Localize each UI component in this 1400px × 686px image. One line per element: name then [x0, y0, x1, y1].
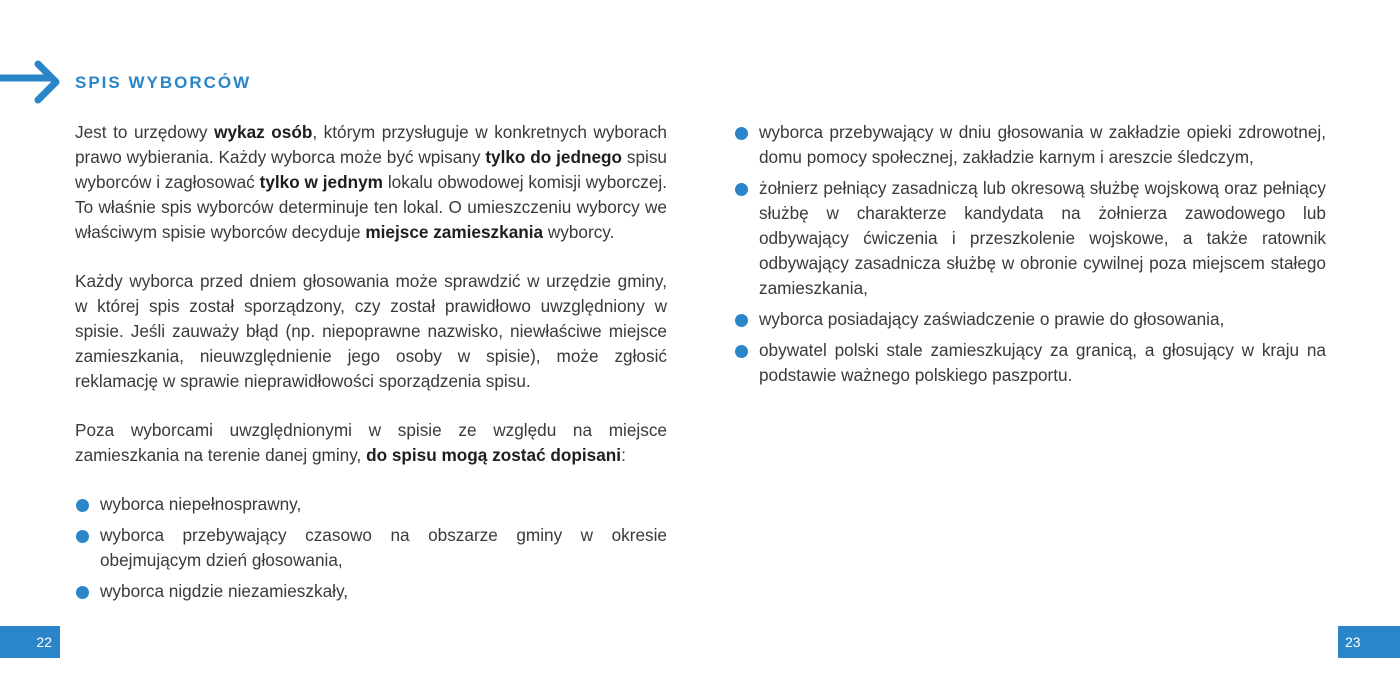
text-run: lokalu obwodowej komisji wyborczej. To właśnie spis wyborców determinuje ten lokal. O umieszczeniu wyborcy we właściwym spisie wyborców decyduje: [75, 172, 667, 242]
bullet-dot-icon: [76, 530, 89, 543]
list-item-text: obywatel polski stale zamieszkujący za granicą, a głosujący w kraju na podstawie ważnego polskiego paszportu.: [759, 340, 1326, 385]
list-item-text: żołnierz pełniący zasadniczą lub okresową służbę wojskową oraz pełniący służbę w charakterze kandydata na żołnierza zawodowego lub odbywający ćwiczenia i przeszkolenie wojskowe, a także ratownik odbywający zasadnicza służbę w obronie cywilnej poza miejscem stałego zamieszkania,: [759, 178, 1326, 298]
list-item: [734, 176, 1326, 301]
list-item: [75, 523, 667, 573]
list-item: [734, 338, 1326, 388]
list-item-text: wyborca przebywający czasowo na obszarze gminy w okresie obejmującym dzień głosowania,: [100, 525, 667, 570]
page-number-left: [0, 626, 60, 658]
list-item: [734, 307, 1326, 332]
list-item: [75, 579, 667, 604]
left-column: [75, 120, 667, 610]
bullet-dot-icon: [76, 499, 89, 512]
bold-text: do spisu mogą zostać dopisani: [366, 445, 622, 465]
text-run: Jest to urzędowy: [75, 122, 215, 142]
bold-text: tylko do jednego: [485, 147, 623, 167]
text-run: :: [621, 445, 626, 465]
bullet-dot-icon: [735, 345, 748, 358]
paragraph: [75, 269, 667, 394]
list-item-text: wyborca przebywający w dniu głosowania w zakładzie opieki zdrowotnej, domu pomocy społecznej, zakładzie karnym i areszcie śledczym,: [759, 122, 1326, 167]
bullet-dot-icon: [735, 127, 748, 140]
list-item: [75, 492, 667, 517]
arrow-right-icon: [0, 58, 68, 106]
paragraph: [75, 120, 667, 245]
list-item-text: wyborca nigdzie niezamieszkały,: [100, 581, 349, 601]
text-run: wyborcy.: [543, 222, 615, 242]
bold-text: wykaz osób: [214, 122, 313, 142]
right-column: [734, 120, 1326, 394]
bullet-dot-icon: [735, 183, 748, 196]
list-item: [734, 120, 1326, 170]
section-title: SPIS WYBORCÓW: [75, 73, 252, 92]
text-run: spisu wyborców i zagłosować: [75, 147, 667, 192]
text-run: Każdy wyborca przed dniem głosowania może sprawdzić w urzędzie gminy, w której spis został sporządzony, czy został prawidłowo uwzględniony w spisie. Jeśli zauważy błąd (np. niepoprawne nazwisko, niewłaściwe miejsce zamieszkania, nieuwzględnienie jego osoby w spisie), może zgłosić reklamację w sprawie nieprawidłowości sporządzenia spisu.: [75, 271, 667, 391]
bullet-dot-icon: [735, 314, 748, 327]
page-number-right: [1338, 626, 1400, 658]
additional-voters-list: [75, 492, 667, 604]
list-item-text: wyborca posiadający zaświadczenie o prawie do głosowania,: [759, 309, 1225, 329]
bold-text: tylko w jednym: [259, 172, 383, 192]
additional-voters-list-continued: [734, 120, 1326, 388]
bullet-dot-icon: [76, 586, 89, 599]
page-number-left-label: 22: [36, 634, 52, 650]
text-run: , którym przysługuje w konkretnych wyborach prawo wybierania. Każdy wyborca może być wpisany: [75, 122, 667, 167]
bold-text: miejsce zamieszkania: [365, 222, 544, 242]
list-item-text: wyborca niepełnosprawny,: [100, 494, 302, 514]
paragraph: [75, 418, 667, 468]
text-run: Poza wyborcami uwzględnionymi w spisie ze względu na miejsce zamieszkania na terenie danej gminy,: [75, 420, 667, 465]
page-number-right-label: 23: [1345, 634, 1361, 650]
